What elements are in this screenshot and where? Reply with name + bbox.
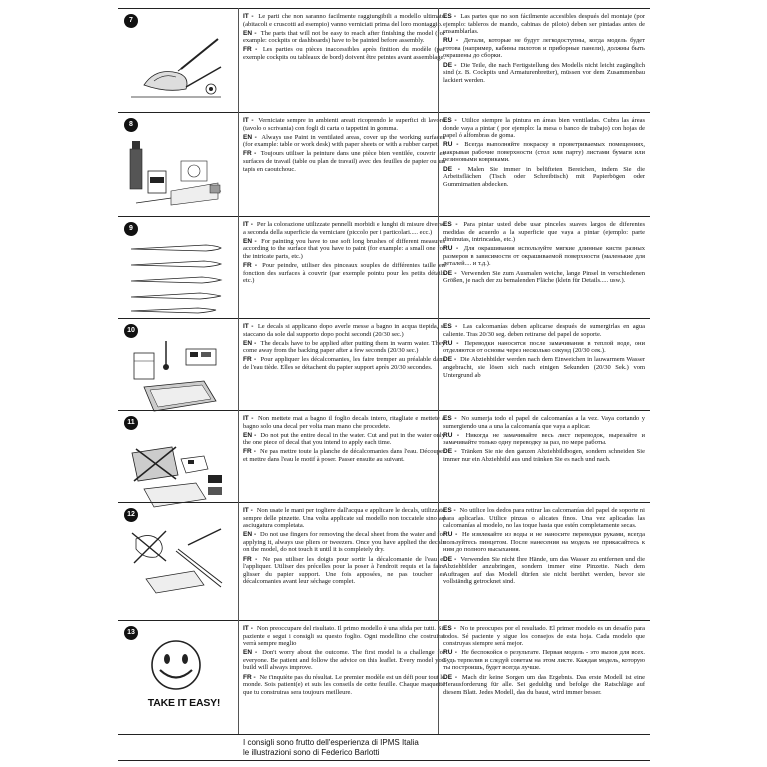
text-it: IT - Le parti che non saranno facilmente raggiungibili a modello ultimato (abitacoli e cruscotti ad esempio) vanno verniciati prima del loro montaggio. — [243, 13, 445, 28]
step-row-9 — [118, 216, 650, 318]
ventilated-painting-illustration — [126, 131, 226, 213]
text-es: ES - Las partes que no son fácilmente accesibles después del montaje (por ejemplo: tableros de mando, cabinas de piloto) deben ser pintadas antes de ensamblarlas. — [443, 13, 645, 36]
col-es-ru-de — [443, 13, 645, 86]
text-ru: RU - Не извлекайте из воды и не наносите переводки руками, всегда пользуйтесь пинцетом. После нанесения на модель не прикасайтесь к ним до полного высыхания. — [443, 531, 645, 554]
text-es: ES - Las calcomanías deben aplicarse después de sumergirlas en agua caliente. Tras 20/30 seg. deben retirarse del papel de soporte. — [443, 323, 645, 338]
step-row-11 — [118, 410, 650, 502]
text-es: ES - No te preocupes por el resultado. El primer modelo es un desafío para todos. Sé paciente y sigue los consejos de esta hoja. Cada modelo que construyas siempre será mejor. — [443, 625, 645, 648]
col-es-ru-de — [443, 415, 645, 465]
tweezers-illustration — [126, 521, 226, 603]
col-it-en-fr — [243, 221, 445, 286]
step-number: 9 — [124, 222, 138, 236]
text-es: ES - No utilice los dedos para retirar las calcomanías del papel de soporte ni para aplicarlas. Utilice pinzas o alicates finos. Una vez aplicadas las calcomanías al modelo, no las toque hasta que estén completamente secas. — [443, 507, 645, 530]
single-decal-illustration — [126, 429, 226, 511]
col-it-en-fr — [243, 625, 445, 698]
col-it-en-fr — [243, 13, 445, 63]
step-row-7 — [118, 8, 650, 112]
text-fr: FR - Les parties ou pièces inaccessibles après finition du modèle (par exemple cockpits ou tableaux de bord) doivent être peintes avant assemblage. — [243, 46, 445, 61]
text-es: ES - No sumerja todo el papel de calcomanías a la vez. Vaya cortando y sumergiendo una a una la calcomanía que vaya a aplicar. — [443, 415, 645, 430]
text-de: DE - Malen Sie immer in belüfteten Bereichen, indem Sie die Arbeitsflächen (Tisch oder Schreibtisch) mit Papierbögen oder Gummimatten abdecken. — [443, 165, 645, 188]
text-it: IT - Non mettete mai a bagno il foglio decals intero, ritagliate e mettete a bagno solo una decal per volta man mano che procedete. — [243, 415, 445, 430]
col-es-ru-de — [443, 323, 645, 381]
text-en: EN - Always use Paint in ventilated areas, cover up the working surfaces (for example: table or work desk) with paper sheets or with a rubber carpet. — [243, 133, 445, 149]
col-es-ru-de — [443, 117, 645, 190]
step-number: 12 — [124, 508, 138, 522]
text-es: ES - Utilice siempre la pintura en áreas bien ventiladas. Cubra las áreas donde vaya a pintar ( por ejemplo: la mesa o banco de trabajo) con hojas de papel ó alfombras de goma. — [443, 117, 645, 140]
decals-water-illustration — [126, 337, 226, 419]
step-row-8 — [118, 112, 650, 216]
text-ru: RU - Детали, которые не будут легкодоступны, когда модель будет готова (например, кабины пилотов и приборные панели), должны быть окрашены до сборки. — [443, 37, 645, 60]
credits-footer — [243, 738, 419, 757]
text-it: IT - Non preoccupare del risultato. Il primo modello è una sfida per tutti. Sii paziente e segui i consigli su questo foglio. Ogni modellino che costruirai verrà sempre meglio — [243, 625, 445, 648]
text-ru: RU - Переводки наносятся после замачивания в теплой воде, они отделяются от основы через несколько секунд (20/30 сек.). — [443, 339, 645, 355]
text-it: IT - Le decals si applicano dopo averle messe a bagno in acqua tiepida, si staccano da sole dal supporto dopo pochi secondi (20/30 sec.) — [243, 323, 445, 338]
text-ru: RU - Всегда выполняйте покраску в проветриваемых помещениях, накрывая рабочие поверхности (стол или парту) листами бумаги или резиновыми ковриками. — [443, 141, 645, 164]
text-es: ES - Para pintar usted debe usar pinceles suaves largos de diferentes medidas de acuerdo a la superficie que vaya a pintar (ejemplo: parte diminutas, intrincadas, etc.) — [443, 221, 645, 244]
bottom-rule — [118, 760, 650, 761]
text-de: DE - Die Teile, die nach Fertigstellung des Modells nicht leicht zugänglich sind (z. B. Cockpits und Armaturenbretter), müssen vor dem Zusammenbau lackiert werden. — [443, 61, 645, 84]
text-en: EN - Do not use fingers for removing the decal sheet from the water and for applying it, always use pliers or tweezers. Once you have applied the decals on the model, do not touch it until it is completely dry. — [243, 531, 445, 554]
text-fr: FR - Pour appliquer les décalcomanies, les faire tremper au préalable dans de l'eau tiède. Elles se détachent du papier support après 20/30 secondes. — [243, 356, 445, 371]
text-fr: FR - Ne pas utiliser les doigts pour sortir la décalcomanie de l'eau et l'appliquer. Utiliser des précelles pour la poser à l'endroit requis et la faire glisser du papier support. Une fois apposées, ne pas toucher les décalcomanies avant leur séchage complet. — [243, 555, 445, 586]
brushes-illustration — [126, 235, 226, 317]
take-it-easy-label: TAKE IT EASY! — [147, 697, 221, 709]
credits-line-1: I consigli sono frutto dell'esperienza di IPMS Italia — [243, 738, 419, 747]
text-fr: FR - Ne pas mettre toute la planche de décalcomanies dans l'eau. Découper et mettre dans l'eau le motif à poser. Passer ensuite au suivant. — [243, 448, 445, 463]
step-row-12 — [118, 502, 650, 620]
column-divider-right — [438, 8, 439, 734]
text-en: EN - The parts that will not be easy to reach after finishing the model (for example: cockpits or dashboards) have to be painted before assembly. — [243, 29, 445, 45]
text-de: DE - Verwenden Sie zum Ausmalen weiche, lange Pinsel in verschiedenen Größen, je nach der zu bemalenden Fläche (klein für Details..... usw.). — [443, 269, 645, 285]
credits-line-2: le illustrazioni sono di Federico Barlotti — [243, 747, 380, 757]
text-ru: RU - Не беспокойся о результате. Первая модель - это вызов для всех. Будь терпелив и следуй советам на этом листе. Каждая модель, которую ты построишь, будет всегда лучше. — [443, 649, 645, 672]
text-en: EN - The decals have to be applied after putting them in warm water. They come away from the backing paper after a few seconds (20/30 sec.) — [243, 339, 445, 355]
col-es-ru-de — [443, 625, 645, 698]
text-it: IT - Per la colorazione utilizzate pennelli morbidi e lunghi di misure diverse a seconda della superficie da verniciare (piccolo per i particolari..... ecc.) — [243, 221, 445, 236]
text-de: DE - Tränken Sie nie den ganzen Abziehbildbogen, sondern schneiden Sie immer nur ein Abziehbild aus und tränken Sie es nach und nach. — [443, 448, 645, 463]
text-de: DE - Verwenden Sie nicht Ihre Hände, um das Wasser zu entfernen und die Abziehbilder anzubringen, sondern immer eine Pinzette. Nach dem Auftragen auf das Modell dürfen sie nicht berührt werden, bevor sie vollständig getrocknet sind. — [443, 555, 645, 586]
col-it-en-fr — [243, 507, 445, 587]
step-number: 8 — [124, 118, 138, 132]
text-fr: FR - Ne t'inquiète pas du résultat. Le premier modèle est un défi pour tout le monde. Sois patient(e) et suis les conseils de cette feuille. Chaque maquette que tu construiras sera toujours meilleure. — [243, 673, 445, 696]
text-fr: FR - Toujours utiliser la peinture dans une pièce bien ventilée, couvrir les surfaces de travail (table ou plan de travail) avec des feuilles de papier ou un tapis en caoutchouc. — [243, 150, 445, 173]
text-it: IT - Verniciate sempre in ambienti areati ricoprendo le superfici di lavoro (tavolo o scrivania) con fogli di carta o tappetini in gomma. — [243, 117, 445, 132]
text-de: DE - Die Abziehbilder werden nach dem Einweichen in lauwarmem Wasser angebracht, sie lösen sich nach einigen Sekunden (20/30 Sek.) vom Untergrund ab — [443, 356, 645, 379]
text-ru: RU - Для окрашивания используйте мягкие длинные кисти разных размеров в зависимости от окрашиваемой поверхности (маленькие для деталей.... и т.д.). — [443, 245, 645, 268]
text-en: EN - Do not put the entire decal in the water. Cut and put in the water only the one piece of decal that you intend to apply each time. — [243, 431, 445, 447]
text-en: EN - Don't worry about the outcome. The first model is a challenge for everyone. Be patient and follow the advice on this leaflet. Every model you build will always improve. — [243, 649, 445, 672]
painting-parts-illustration — [126, 27, 226, 109]
instruction-page — [118, 8, 650, 760]
text-de: DE - Mach dir keine Sorgen um das Ergebnis. Das erste Modell ist eine Herausforderung für alle. Sei geduldig und befolge die Ratschläge auf diesem Blatt. Jedes Modell, das du baust, wird immer besser. — [443, 673, 645, 696]
text-ru: RU - Никогда не замачивайте весь лист переводок, вырезайте и замачивайте только одну переводку за раз, по мере работы. — [443, 431, 645, 447]
col-it-en-fr — [243, 415, 445, 465]
text-en: EN - For painting you have to use soft long brushes of different measures according to the surface that you have to paint (for example: a small one for the intricate parts, etc.) — [243, 237, 445, 260]
text-fr: FR - Pour peindre, utiliser des pinceaux souples de différentes taille en fonction des surfaces à couvrir (par exemple pointu pour les petits détails etc.) — [243, 261, 445, 285]
col-it-en-fr — [243, 323, 445, 373]
step-row-13 — [118, 620, 650, 734]
footer-rule — [118, 734, 650, 735]
text-it: IT - Non usate le mani per togliere dall'acqua e applicare le decals, utilizzate sempre delle pinzette. Una volta applicate sul modello non toccatele sino ad asciugatura completata. — [243, 507, 445, 530]
col-it-en-fr — [243, 117, 445, 175]
step-number: 13 — [124, 626, 138, 640]
column-divider-left — [238, 8, 239, 734]
col-es-ru-de — [443, 507, 645, 587]
step-number: 10 — [124, 324, 138, 338]
step-number: 7 — [124, 14, 138, 28]
step-row-10 — [118, 318, 650, 410]
step-number: 11 — [124, 416, 138, 430]
col-es-ru-de — [443, 221, 645, 286]
